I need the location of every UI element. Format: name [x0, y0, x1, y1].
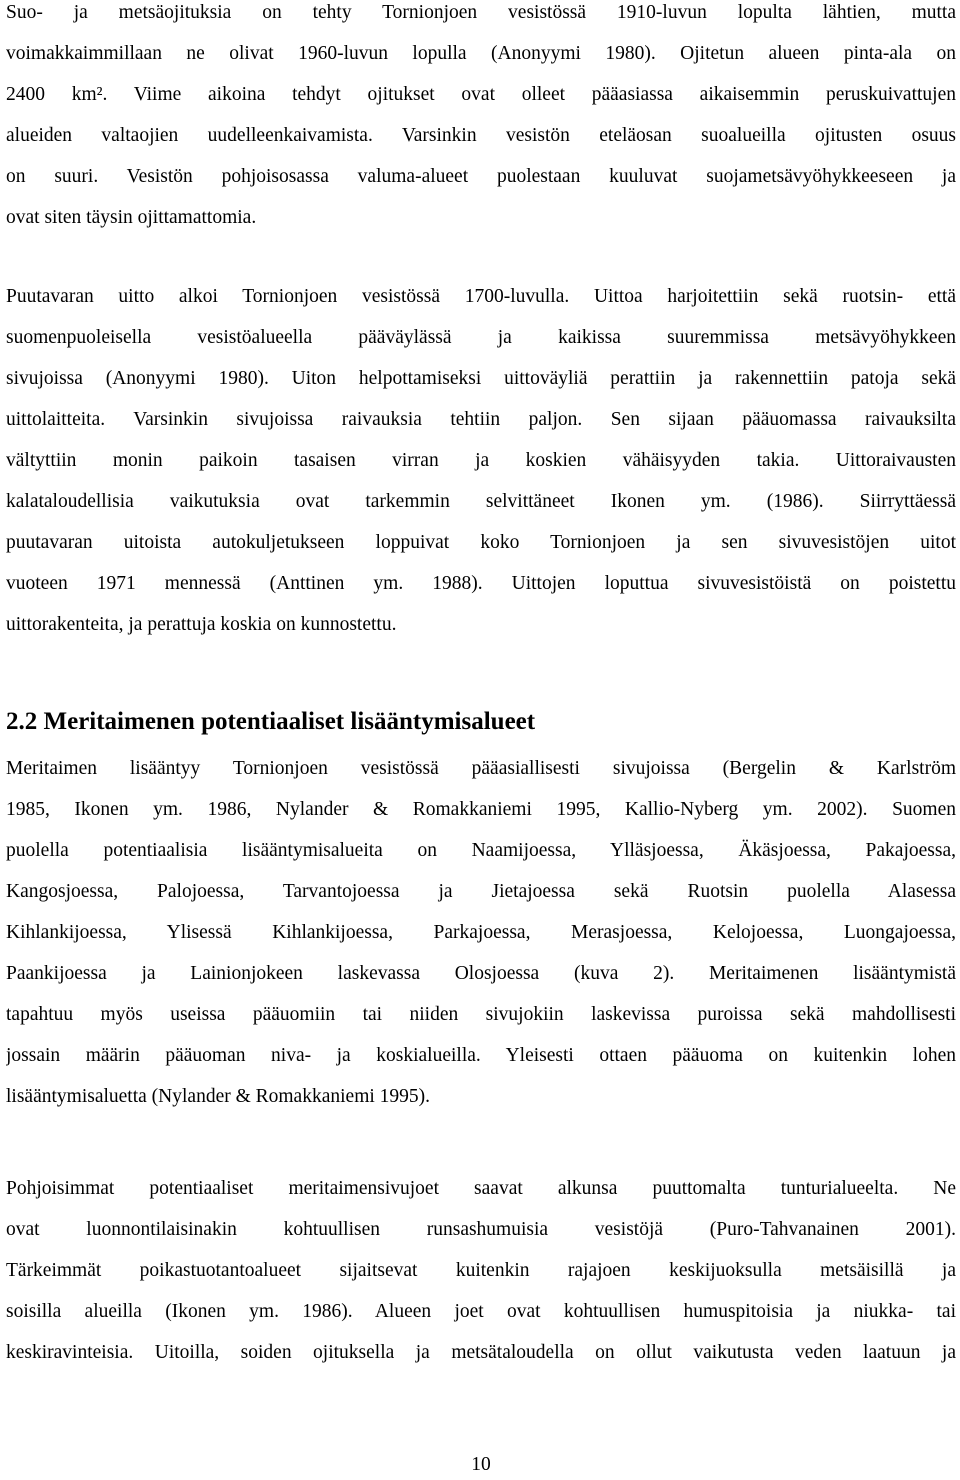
text-line: Puutavaran uitto alkoi Tornionjoen vesistössä 1700-luvulla. Uittoa harjoitettiin sekä ruotsin- että — [6, 286, 956, 307]
text-line: puolella potentiaalisia lisääntymisalueita on Naamijoessa, Ylläsjoessa, Äkäsjoessa, Pakajoessa, — [6, 840, 956, 861]
text-line: Pohjoisimmat potentiaaliset meritaimensivujoet saavat alkunsa puuttomalta tunturialueelta. Ne — [6, 1178, 956, 1199]
text-line: Kihlankijoessa, Ylisessä Kihlankijoessa, Parkajoessa, Merasjoessa, Kelojoessa, Luongajoessa, — [6, 922, 956, 943]
text-line: vuoteen 1971 mennessä (Anttinen ym. 1988). Uittojen loputtua sivuvesistöistä on poistettu — [6, 573, 956, 594]
text-line: uittolaitteita. Varsinkin sivujoissa raivauksia tehtiin paljon. Sen sijaan pääuomassa raivauksilta — [6, 409, 956, 430]
text-line: vältyttiin monin paikoin tasaisen virran ja koskien vähäisyyden takia. Uittoraivausten — [6, 450, 956, 471]
paragraph-northern-tributaries — [6, 1168, 956, 1373]
text-line: ovat luonnontilaisinakin kohtuullisen runsashumuisia vesistöjä (Puro-Tahvanainen 2001). — [6, 1219, 956, 1240]
text-line: sivujoissa (Anonyymi 1980). Uiton helpottamiseksi uittoväyliä perattiin ja rakennettiin patoja sekä — [6, 368, 956, 389]
text-line: voimakkaimmillaan ne olivat 1960-luvun lopulla (Anonyymi 1980). Ojitetun alueen pinta-ala on — [6, 43, 956, 64]
text-line: 2400 km². Viime aikoina tehdyt ojitukset ovat olleet pääasiassa aikaisemmin peruskuivattujen — [6, 84, 956, 105]
text-line: lisääntymisaluetta (Nylander & Romakkaniemi 1995). — [6, 1086, 431, 1107]
text-line: kalataloudellisia vaikutuksia ovat tarkemmin selvittäneet Ikonen ym. (1986). Siirryttäessä — [6, 491, 956, 512]
page-number: 10 — [471, 1454, 491, 1475]
document-page — [6, 0, 956, 1475]
text-line: ovat siten täysin ojittamattomia. — [6, 207, 257, 228]
paragraph-timber-floating — [6, 276, 956, 645]
text-line: Paankijoessa ja Lainionjokeen laskevassa Olosjoessa (kuva 2). Meritaimenen lisääntymistä — [6, 963, 956, 984]
text-line: suomenpuoleisella vesistöalueella pääväylässä ja kaikissa suuremmissa metsävyöhykkeen — [6, 327, 956, 348]
text-line: soisilla alueilla (Ikonen ym. 1986). Alueen joet ovat kohtuullisen humuspitoisia ja niukka- tai — [6, 1301, 956, 1322]
text-line: uittorakenteita, ja perattuja koskia on kunnostettu. — [6, 614, 397, 635]
text-line: 1985, Ikonen ym. 1986, Nylander & Romakkaniemi 1995, Kallio-Nyberg ym. 2002). Suomen — [6, 799, 956, 820]
text-line: alueiden valtaojien uudelleenkaivamista. Varsinkin vesistön eteläosan suoalueilla ojitusten osuus — [6, 125, 956, 146]
text-line: Meritaimen lisääntyy Tornionjoen vesistössä pääasiallisesti sivujoissa (Bergelin & Karlström — [6, 758, 956, 779]
text-line: tapahtuu myös useissa pääuomiin tai niiden sivujokiin laskevissa puroissa sekä mahdollisesti — [6, 1004, 956, 1025]
text-line: Kangosjoessa, Palojoessa, Tarvantojoessa ja Jietajoessa sekä Ruotsin puolella Alasessa — [6, 881, 956, 902]
text-line: on suuri. Vesistön pohjoisosassa valuma-alueet puolestaan kuuluvat suojametsävyöhykkeeseen ja — [6, 166, 956, 187]
section-heading: 2.2 Meritaimenen potentiaaliset lisääntymisalueet — [6, 708, 536, 735]
text-line: puutavaran uitoista autokuljetukseen loppuivat koko Tornionjoen ja sen sivuvesistöjen uitot — [6, 532, 956, 553]
text-line: Tärkeimmät poikastuotantoalueet sijaitsevat kuitenkin rajajoen keskijuoksulla metsäisillä ja — [6, 1260, 956, 1281]
text-line: Suo- ja metsäojituksia on tehty Tornionjoen vesistössä 1910-luvun lopulta lähtien, mutta — [6, 2, 956, 23]
text-line: keskiravinteisia. Uitoilla, soiden ojituksella ja metsätaloudella on ollut vaikutusta veden laatuun ja — [6, 1342, 956, 1363]
paragraph-ditching — [6, 0, 956, 238]
paragraph-spawning-areas — [6, 748, 956, 1117]
text-line: jossain määrin pääuoman niva- ja koskialueilla. Yleisesti ottaen pääuoma on kuitenkin lohen — [6, 1045, 956, 1066]
